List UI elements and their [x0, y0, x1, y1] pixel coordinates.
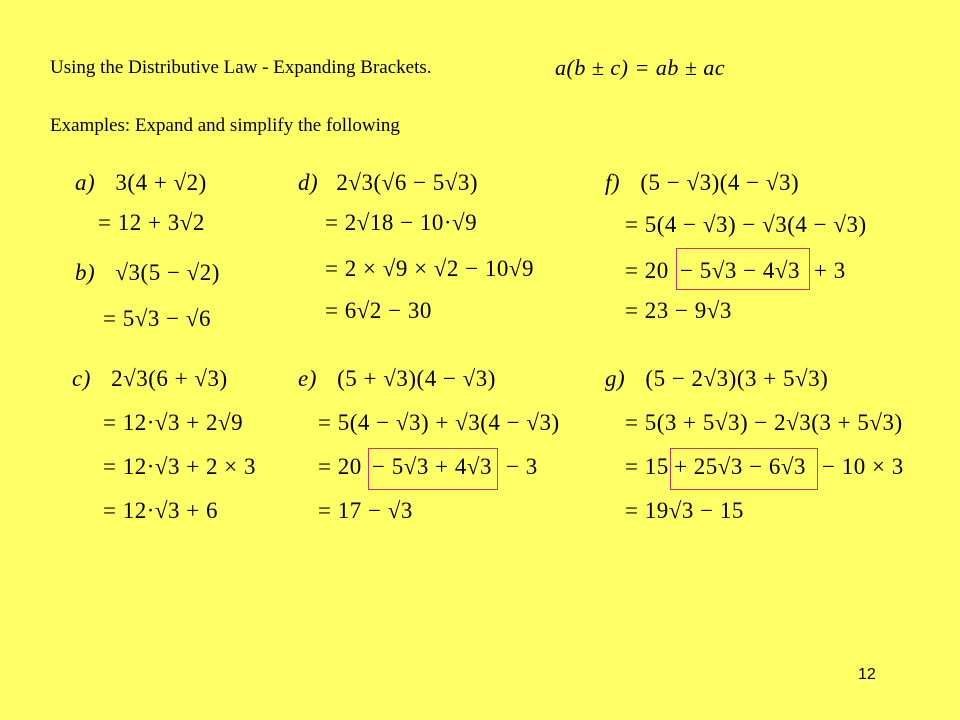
example-c-label: c) — [72, 366, 91, 391]
example-e-label: e) — [298, 366, 317, 391]
example-f-step-2-highlighted: − 5√3 − 4√3 — [680, 258, 800, 283]
example-d-expression: 2√3(√6 − 5√3) — [336, 170, 479, 195]
example-f-step-3: = 23 − 9√3 — [625, 298, 732, 323]
example-f-label: f) — [605, 170, 621, 195]
example-a — [75, 170, 207, 196]
example-d-step-1: = 2√18 − 10·√9 — [325, 210, 478, 235]
example-e-step-2-highlighted: − 5√3 + 4√3 — [372, 454, 492, 479]
example-c-step-1: = 12·√3 + 2√9 — [103, 410, 244, 435]
example-d-step-3: = 6√2 − 30 — [325, 298, 432, 323]
example-a-step-1: = 12 + 3√2 — [98, 210, 205, 235]
example-a-expression: 3(4 + √2) — [115, 170, 207, 195]
example-g-step-3: = 19√3 − 15 — [625, 498, 744, 523]
example-e-step-1: = 5(4 − √3) + √3(4 − √3) — [318, 410, 560, 435]
slide-title: Using the Distributive Law - Expanding Brackets. — [50, 57, 432, 78]
example-f-step-1: = 5(4 − √3) − √3(4 − √3) — [625, 212, 867, 237]
example-b-expression: √3(5 − √2) — [115, 260, 220, 285]
slide-subtitle: Examples: Expand and simplify the following — [50, 115, 400, 136]
example-c-expression: 2√3(6 + √3) — [111, 366, 228, 391]
example-d — [298, 170, 478, 196]
example-g-expression: (5 − 2√3)(3 + 5√3) — [645, 366, 829, 391]
page-number: 12 — [858, 666, 876, 683]
example-b-step-1: = 5√3 − √6 — [103, 306, 211, 331]
example-b — [75, 260, 220, 286]
example-b-label: b) — [75, 260, 96, 285]
example-a-label: a) — [75, 170, 96, 195]
example-c — [72, 366, 228, 392]
example-g-step-2-highlighted: + 25√3 − 6√3 — [674, 454, 806, 479]
example-f-expression: (5 − √3)(4 − √3) — [640, 170, 800, 195]
example-g — [605, 366, 828, 392]
example-c-step-3: = 12·√3 + 6 — [103, 498, 218, 523]
example-g-step-1: = 5(3 + 5√3) − 2√3(3 + 5√3) — [625, 410, 903, 435]
example-e-expression: (5 + √3)(4 − √3) — [337, 366, 496, 391]
example-c-step-2: = 12·√3 + 2 × 3 — [103, 454, 256, 479]
example-g-step-2-tail: − 10 × 3 — [822, 454, 904, 479]
example-e — [298, 366, 496, 392]
example-d-label: d) — [298, 170, 319, 195]
example-f-step-2-tail: + 3 — [814, 258, 846, 283]
example-g-label: g) — [605, 366, 626, 391]
example-e-step-2: = 20 — [318, 454, 362, 479]
example-g-step-2: = 15 — [625, 454, 669, 479]
example-f — [605, 170, 799, 196]
example-e-step-3: = 17 − √3 — [318, 498, 413, 523]
example-f-step-2: = 20 — [625, 258, 669, 283]
distributive-law-formula: a(b ± c) = ab ± ac — [555, 55, 726, 80]
example-d-step-2: = 2 × √9 × √2 − 10√9 — [325, 256, 535, 281]
example-e-step-2-tail: − 3 — [506, 454, 538, 479]
